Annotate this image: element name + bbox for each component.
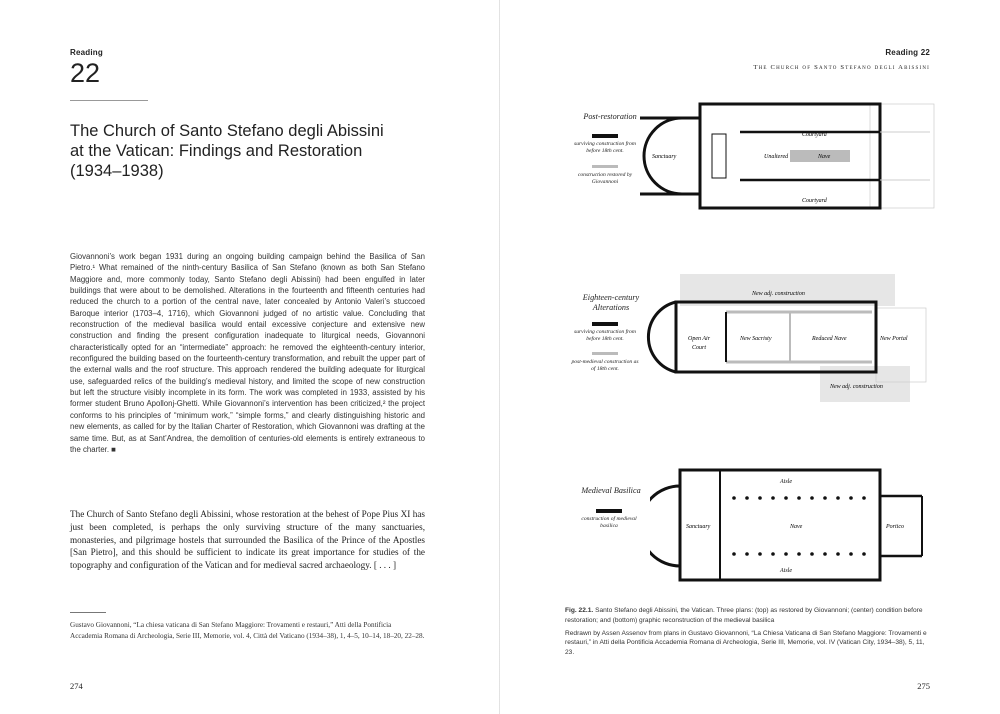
column-mark [823, 496, 827, 500]
column-mark [810, 496, 814, 500]
column-mark [732, 552, 736, 556]
page-number-left: 274 [70, 681, 83, 691]
plan-heading-medieval-basilica: Medieval Basilica [581, 486, 641, 495]
figure-caption [565, 606, 930, 661]
page-number-right: 275 [917, 681, 930, 691]
column-mark [836, 496, 840, 500]
column-mark [836, 552, 840, 556]
svg-text:New adj. construction: New adj. construction [752, 291, 805, 297]
svg-text:Court: Court [692, 345, 707, 351]
excerpt-quote: The Church of Santo Stefano degli Abissini, whose restoration at the behest of Pope Pius XI has just been completed, is perhaps the only surviving structure of the many sanctuaries, monasteries, and pilgrimage hostels that surrounded the Basilica of the Prince of the Apostles [San Pietro], and this should be sufficient to indicate its great importance for studies of the topography and configuration of the Vatican and for medieval sacred archaeology. [ . . . ] [70, 509, 425, 571]
column-mark [784, 552, 788, 556]
column-mark [862, 496, 866, 500]
legend-medieval: construction of medieval basilica [581, 516, 637, 529]
svg-text:Open Air: Open Air [688, 336, 711, 342]
legend-swatch-medieval [596, 509, 622, 513]
svg-text:Portico: Portico [886, 524, 904, 530]
svg-text:Aisle: Aisle [780, 479, 792, 485]
svg-text:Sanctuary: Sanctuary [686, 524, 711, 530]
plan-heading-post-restoration: Post-restoration [583, 112, 637, 121]
svg-text:Sanctuary: Sanctuary [652, 154, 677, 160]
column-mark [797, 552, 801, 556]
chapter-title: The Church of Santo Stefano degli Abissini at the Vatican: Findings and Restoration (1934–1938) [70, 122, 384, 180]
svg-text:New adj. construction: New adj. construction [830, 384, 883, 390]
svg-text:Reduced Nave: Reduced Nave [812, 336, 847, 342]
column-mark [797, 496, 801, 500]
svg-text:Nave: Nave [790, 524, 803, 530]
legend-swatch-surviving-2 [592, 322, 618, 326]
running-head: The Church of Santo Stefano degli Abissini [753, 64, 930, 71]
column-mark [849, 552, 853, 556]
legend-swatch-restored [592, 165, 618, 168]
legend-swatch-post-medieval [592, 352, 618, 355]
reading-number: 22 [70, 58, 101, 88]
column-mark [849, 496, 853, 500]
floor-plan-medieval-basilica [650, 466, 930, 586]
legend-surviving: surviving construction from before 18th cent. [574, 141, 636, 154]
column-mark [784, 496, 788, 500]
body-paragraph: Giovannoni’s work began 1931 during an ongoing building campaign behind the Basilica of San Pietro.¹ What remained of the ninth-century Basilica of San Stefano (known as both San Stefano Maggiore and, more commonly today, Santo Stefano degli Abissini) had been engulfed in later buildings that were about to be demolished. Alterations in the fourteenth and fifteenth centuries had reduced the church to a portion of the central nave, later concealed by Antonio Valeri’s stuccoed Baroque interior (1703–4, 1716), which Giovannoni judged of no artistic value. Concluding that reconstruction of the medieval basilica would entail excessive conjecture and extensive new construction and finding the present configuration inadequate to liturgical needs, Giovannoni characteristically opted for an “intermediate” approach: he removed the eighteenth-century interior, reconfigured the building based on the fourteenth-century transformation, and rebuilt the upper part of the external walls and the roof structure. This approach rendered the building adequate for liturgical use, safeguarded relics of the building’s medieval history, and limited the scope of new construction but left the structure visibly incomplete in its form. The work was completed in 1933, assisted by his former student Bruno Apollonj-Ghetti. While Giovannoni’s intervention has been criticized,² the project conforms to his principles of “minimum work,” “simple forms,” and clearly distinguishing historic and new elements, as called for by the Italian Charter of Restoration, which Giovannoni was drafting at the same time. But, as at Sant’Andrea, the demolition of centuries-old elements is entirely extraneous to the charter. ■ [70, 252, 425, 454]
svg-text:Aisle: Aisle [780, 568, 792, 574]
legend-surviving-2: surviving construction from before 18th cent. [574, 329, 636, 342]
svg-text:New Portal: New Portal [880, 336, 908, 342]
column-mark [758, 496, 762, 500]
source-citation: Gustavo Giovannoni, “La chiesa vaticana di San Stefano Maggiore: Trovamenti e restauri,” Atti della Pontificia Accademia Romana di Archeologia, Serie III, Memorie, vol. 4, Città del Vaticano (1934–38), 1, 4–5, 10–14, 18–20, 22–28. [70, 621, 425, 640]
column-mark [771, 552, 775, 556]
column-mark [745, 552, 749, 556]
svg-text:Nave: Nave [818, 154, 831, 160]
figure-credit: Redrawn by Assen Assenov from plans in Gustavo Giovannoni, “La Chiesa Vaticana di San Stefano Maggiore: Trovamenti e restauri,” in Atti della Pontificia Accademia Romana di Archeologia, Serie III, Memorie, vol. IV (Vatican City, 1934–38), 5, 11, 23. [565, 629, 927, 657]
title-divider [70, 100, 148, 101]
column-mark [771, 496, 775, 500]
column-mark [810, 552, 814, 556]
svg-text:Courtyard: Courtyard [802, 198, 827, 204]
column-mark [745, 496, 749, 500]
floor-plan-eighteenth-century [640, 270, 940, 410]
column-mark [732, 496, 736, 500]
column-mark [758, 552, 762, 556]
legend-post-medieval: post-medieval construction as of 18th cent. [571, 359, 639, 372]
column-mark [823, 552, 827, 556]
reading-label: Reading [70, 48, 103, 57]
plan-heading-eighteenth-century: Eighteen-century Alterations [582, 293, 640, 312]
legend-swatch-surviving [592, 134, 618, 138]
footnote-divider [70, 612, 106, 613]
floor-plan-post-restoration [640, 98, 940, 218]
caption-text: Santo Stefano degli Abissini, the Vatican. Three plans: (top) as restored by Giovannoni; (center) condition before restoration; and (bottom) graphic reconstruction of the medieval basilica [565, 607, 923, 624]
svg-text:Courtyard: Courtyard [802, 132, 827, 138]
column-mark [862, 552, 866, 556]
figure-number: Fig. 22.1. [565, 607, 594, 614]
svg-text:New Sacristy: New Sacristy [740, 336, 772, 342]
legend-restored: construction restored by Giovannoni [577, 172, 633, 185]
reading-label-right: Reading 22 [885, 48, 930, 57]
svg-text:Unaltered: Unaltered [764, 154, 789, 160]
